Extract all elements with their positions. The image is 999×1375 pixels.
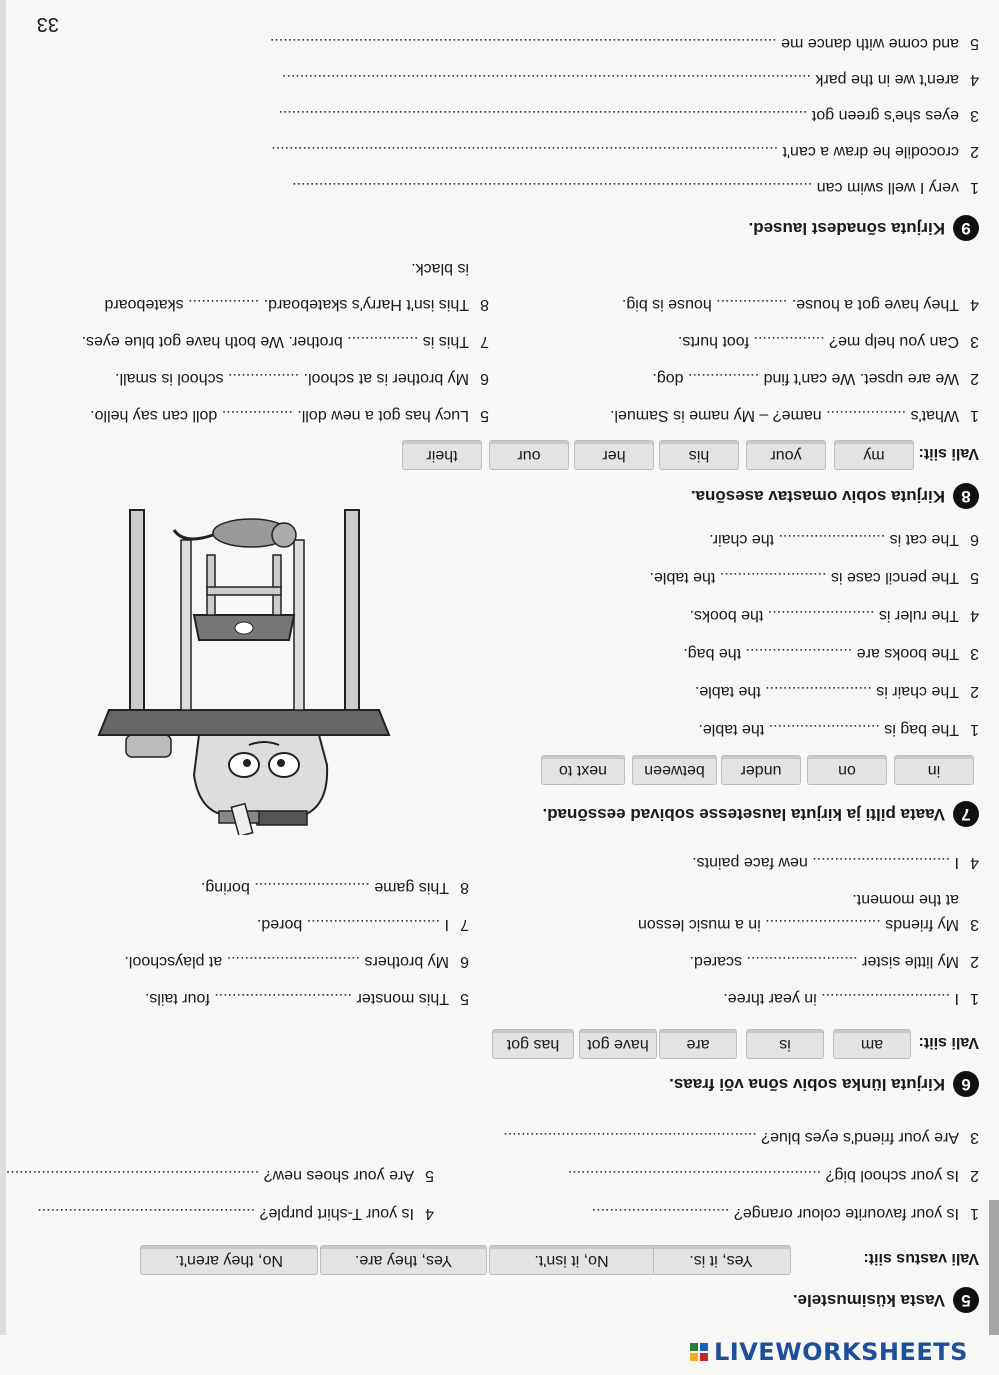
ex6-item-8: 8This game .......................... boring. <box>200 879 469 896</box>
answer-blank[interactable]: ......................... <box>768 721 880 738</box>
ex7-number-badge: 7 <box>953 801 979 827</box>
pencil-case-icon <box>126 735 171 757</box>
page-edge-shadow <box>0 0 6 1335</box>
ex6-item-7: 7I .............................. bored. <box>256 916 469 933</box>
ex9-number-badge: 9 <box>953 215 979 241</box>
answer-blank[interactable]: ................ <box>716 296 788 313</box>
page-number: 33 <box>36 13 59 35</box>
answer-blank[interactable]: ........................ <box>767 607 875 624</box>
ex6-chip-3[interactable]: are <box>659 1029 737 1059</box>
ex8-item-7: 7This is ................ brother. We both have got blue eyes. <box>81 333 489 350</box>
ex7-heading <box>542 801 979 827</box>
answer-blank[interactable]: .................................................................................................................. <box>269 35 777 52</box>
ex9-heading <box>749 215 980 241</box>
ex6-item-3: 3My friends .......................... in a music lesson <box>638 916 979 933</box>
ex5-chip-4[interactable]: No, they aren't. <box>140 1245 318 1275</box>
answer-blank[interactable]: ......................................................... <box>567 1167 822 1184</box>
ex8-item-8: 8This isn't Harry's skateboard. ................ skateboard <box>104 296 489 313</box>
ex8-item-5: 5Lucy has got a new doll. ................ doll can say hello. <box>90 407 489 424</box>
ex8-chip-5[interactable]: our <box>489 440 569 470</box>
ex7-chip-1[interactable]: in <box>894 755 974 785</box>
ex8-title: Kirjuta sobiv omastav asesõna. <box>690 487 945 506</box>
ex8-chip-4[interactable]: her <box>574 440 654 470</box>
ex6-title: Kirjuta lünka sobiv sõna või fraas. <box>669 1075 945 1094</box>
ex5-chip-1[interactable]: Yes, it is. <box>651 1245 791 1275</box>
answer-blank[interactable]: .......................... <box>765 916 881 933</box>
answer-blank[interactable]: ............................... <box>591 1205 730 1222</box>
ex9-item-5: 5and come with dance me .................................................................................................................. <box>269 35 979 52</box>
ex6-chip-4[interactable]: have got <box>579 1029 657 1059</box>
ex7-chip-4[interactable]: between <box>632 755 717 785</box>
ex7-item-5: 5The pencil case is ........................ the table. <box>649 569 979 586</box>
ex6-chip-2[interactable]: is <box>746 1029 824 1059</box>
answer-blank[interactable]: ......................................................... <box>5 1167 260 1184</box>
brand-name: LIVEWORKSHEETS <box>714 1338 968 1366</box>
ex6-heading <box>669 1071 979 1097</box>
ex8-number-badge: 8 <box>953 483 979 509</box>
ex5-item-2: 2Is your school big? ......................................................... <box>567 1167 979 1184</box>
ex7-item-6: 6The cat is ........................ the chair. <box>709 531 979 548</box>
answer-blank[interactable]: ......................... <box>746 953 858 970</box>
answer-blank[interactable]: ................ <box>753 333 825 350</box>
answer-blank[interactable]: ............................... <box>812 854 951 871</box>
ex8-item-2: 2We are upset. We can't find ................ dog. <box>652 370 979 387</box>
ex6-item-4: 4I ............................... new face paints. <box>692 854 979 871</box>
ex7-item-1: 1The bag is ......................... the table. <box>698 721 979 738</box>
ex7-chip-5[interactable]: next to <box>541 755 625 785</box>
ex7-title: Vaata pilti ja kirjuta lausetesse sobivad eessõnad. <box>542 805 945 824</box>
ex5-number-badge: 5 <box>953 1287 979 1313</box>
binding-edge <box>989 1200 999 1335</box>
ex6-chip-5[interactable]: has got <box>492 1029 574 1059</box>
cat-icon <box>174 519 296 547</box>
ex5-item-4: 4Is your T-shirt purple? ................................................. <box>37 1205 434 1222</box>
ex5-heading <box>793 1287 979 1313</box>
chair-icon <box>194 555 294 640</box>
answer-blank[interactable]: ................ <box>687 370 760 387</box>
answer-blank[interactable]: ..................................................................................................................... <box>292 179 813 196</box>
answer-blank[interactable]: ........................ <box>719 569 827 586</box>
answer-blank[interactable]: ............................... <box>214 990 353 1007</box>
answer-blank[interactable]: .................................................................................................................. <box>271 143 779 160</box>
answer-blank[interactable]: ........................ <box>778 531 886 548</box>
ex5-title: Vasta küsimustele. <box>792 1291 945 1310</box>
ex8-chip-2[interactable]: your <box>746 440 826 470</box>
ex5-chip-3[interactable]: Yes, they are. <box>320 1245 487 1275</box>
ex5-item-1: 1Is your favourite colour orange? ............................... <box>591 1205 979 1222</box>
liveworksheets-logo-icon <box>690 1343 708 1361</box>
ex5-item-5: 5Are your shoes new? ......................................................... <box>5 1167 434 1184</box>
ex6-number-badge: 6 <box>953 1071 979 1097</box>
ex8-item-6: 6My brother is at school. ................ school is small. <box>115 370 489 387</box>
answer-blank[interactable]: ................................................. <box>37 1205 256 1222</box>
ex8-heading <box>691 483 979 509</box>
ex9-item-2: 2crocodile he draw a can't .................................................................................................................. <box>271 143 979 160</box>
ex8-chip-6[interactable]: their <box>402 440 482 470</box>
ex8-item-8-continuation: is black. <box>411 260 469 277</box>
ex6-item-3-continuation: at the moment. <box>852 891 959 908</box>
answer-blank[interactable]: ................ <box>221 407 293 424</box>
ex6-item-6: 6My brothers .............................. at playschool. <box>124 953 469 970</box>
ex6-item-5: 5This monster ............................... four tails. <box>144 990 469 1007</box>
answer-blank[interactable]: ....................................................................................................................... <box>281 71 811 88</box>
answer-blank[interactable]: .............................. <box>226 953 361 970</box>
answer-blank[interactable]: ............................. <box>821 990 951 1007</box>
ex8-chip-1[interactable]: my <box>834 440 914 470</box>
answer-blank[interactable]: ....................................................................................................................... <box>278 107 808 124</box>
answer-blank[interactable]: ................ <box>347 333 419 350</box>
ex8-chip-3[interactable]: his <box>659 440 739 470</box>
ex9-item-1: 1very I well swim can ..................................................................................................................... <box>292 179 979 196</box>
answer-blank[interactable]: .......................... <box>254 879 370 896</box>
ex8-choose-label: Vali siit: <box>918 445 979 462</box>
ex9-item-3: 3eyes she's green got ....................................................................................................................... <box>278 107 979 124</box>
ex6-choose-label: Vali siit: <box>918 1034 979 1051</box>
ex8-item-1: 1What's .................. name? – My name is Samuel. <box>610 407 979 424</box>
ex7-item-3: 3The books are ........................ the bag. <box>683 645 979 662</box>
ex7-item-2: 2The chair is ........................ the table. <box>694 683 979 700</box>
ex5-choose-label: Vali vastus siit: <box>863 1250 979 1267</box>
ex5-item-3: 3Are your friend's eyes blue? ......................................................... <box>503 1129 979 1146</box>
ex7-chip-3[interactable]: under <box>721 755 801 785</box>
ex8-item-3: 3Can you help me? ................ foot hurts. <box>677 333 979 350</box>
ex6-chip-1[interactable]: am <box>833 1029 911 1059</box>
ex6-item-1: 1I ............................. in year three. <box>723 990 979 1007</box>
ex9-item-4: 4aren't we in the park ....................................................................................................................... <box>281 71 979 88</box>
answer-blank[interactable]: ................ <box>188 296 260 313</box>
bag-icon <box>194 735 327 815</box>
table-chair-cat-illustration <box>89 505 399 835</box>
answer-blank[interactable]: ................ <box>228 370 300 387</box>
answer-blank[interactable]: .................. <box>826 407 907 424</box>
ex6-item-2: 2My little sister ......................... scared. <box>689 953 979 970</box>
answer-blank[interactable]: ........................ <box>765 683 872 700</box>
ex5-chip-2[interactable]: No, it isn't. <box>489 1245 654 1275</box>
answer-blank[interactable]: ........................ <box>745 645 853 662</box>
answer-blank[interactable]: .............................. <box>306 916 441 933</box>
ex9-title: Kirjuta sõnadest laused. <box>748 219 945 238</box>
ex7-chip-2[interactable]: on <box>807 755 887 785</box>
ex7-item-4: 4The ruler is ........................ the books. <box>689 607 979 624</box>
ex8-item-4: 4They have got a house. ................ house is big. <box>621 296 979 313</box>
liveworksheets-logo[interactable] <box>690 1338 968 1366</box>
answer-blank[interactable]: ......................................................... <box>503 1129 757 1146</box>
